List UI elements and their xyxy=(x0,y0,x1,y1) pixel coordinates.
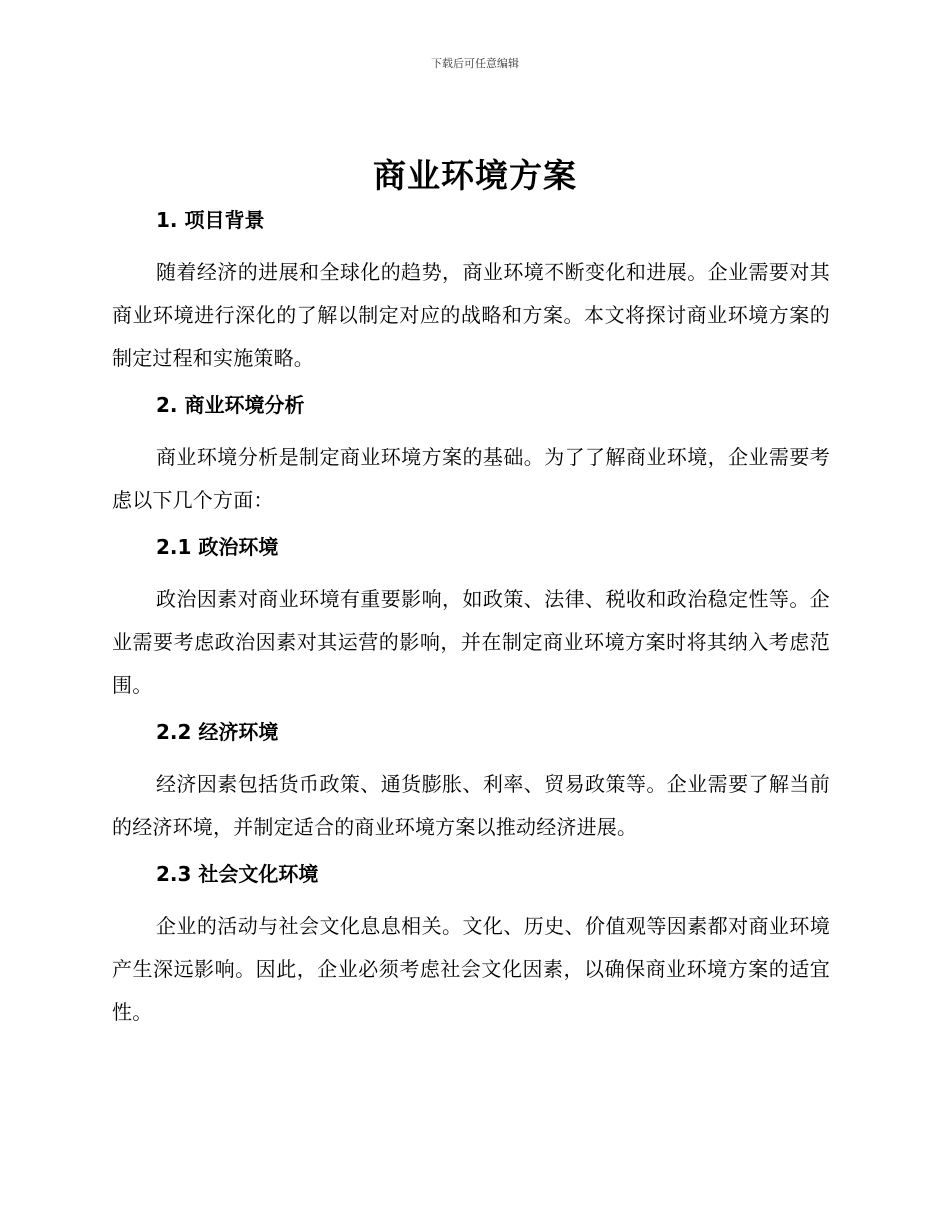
section-political-environment xyxy=(112,532,830,717)
section-economic-environment xyxy=(112,717,830,859)
section-social-cultural-environment xyxy=(112,859,830,1034)
section-paragraph: 随着经济的进展和全球化的趋势，商业环境不断变化和进展。企业需要对其商业环境进行深化的了解以制定对应的战略和方案。本文将探讨商业环境方案的制定过程和实施策略。 xyxy=(112,260,830,370)
section-heading: 1. 项目背景 xyxy=(156,208,265,232)
section-paragraph: 政治因素对商业环境有重要影响，如政策、法律、税收和政治稳定性等。企业需要考虑政治因素对其运营的影响，并在制定商业环境方案时将其纳入考虑范围。 xyxy=(112,587,830,697)
section-project-background xyxy=(112,205,830,390)
document-body xyxy=(112,205,830,1034)
section-paragraph: 商业环境分析是制定商业环境方案的基础。为了了解商业环境，企业需要考虑以下几个方面： xyxy=(112,445,830,512)
page-header-note: 下载后可任意编辑 xyxy=(431,57,519,70)
section-heading: 2.1 政治环境 xyxy=(156,535,279,559)
section-heading: 2.3 社会文化环境 xyxy=(156,862,319,886)
section-heading: 2. 商业环境分析 xyxy=(156,393,305,417)
section-paragraph: 经济因素包括货币政策、通货膨胀、利率、贸易政策等。企业需要了解当前的经济环境，并制定适合的商业环境方案以推动经济进展。 xyxy=(112,772,830,839)
section-heading: 2.2 经济环境 xyxy=(156,720,279,744)
document-title: 商业环境方案 xyxy=(373,156,577,195)
section-paragraph: 企业的活动与社会文化息息相关。文化、历史、价值观等因素都对商业环境产生深远影响。因此，企业必须考虑社会文化因素，以确保商业环境方案的适宜性。 xyxy=(112,914,830,1024)
section-business-environment-analysis xyxy=(112,390,830,532)
